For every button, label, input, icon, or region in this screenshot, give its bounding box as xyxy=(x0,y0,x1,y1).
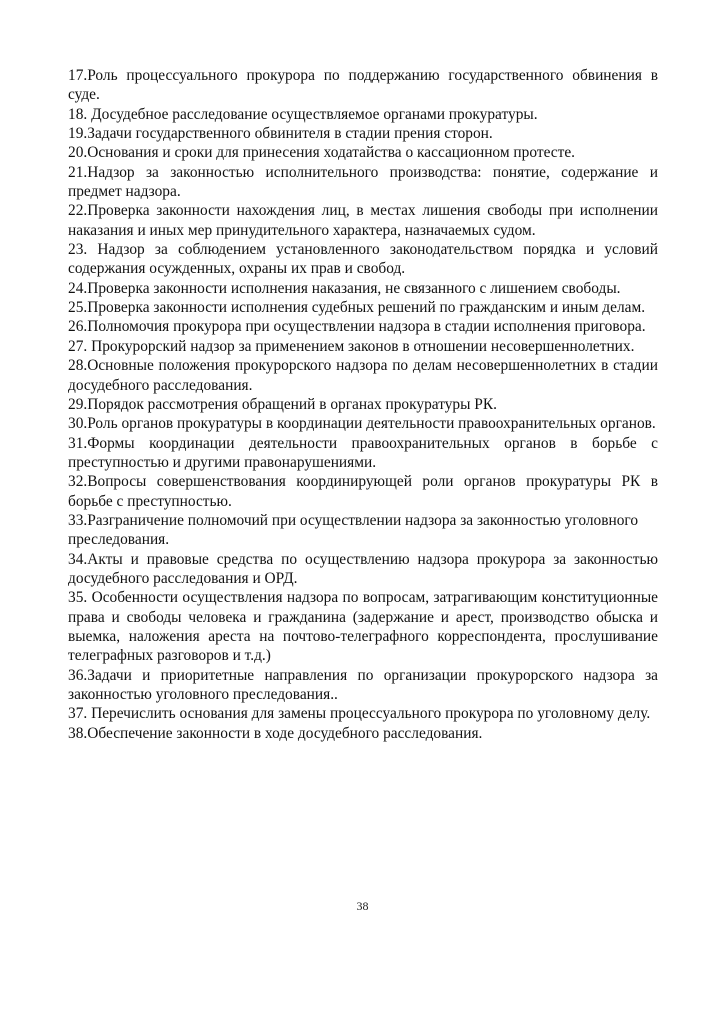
list-item-36: 36.Задачи и приоритетные направления по организации прокурорского надзора за законностью уголовного преследования.. xyxy=(68,666,658,703)
list-item-38: 38.Обеспечение законности в ходе досудебного расследования. xyxy=(68,724,483,742)
list-item-27: 27. Прокурорский надзор за применением законов в отношении несовершеннолетних. xyxy=(68,337,635,355)
list-item-32: 32.Вопросы совершенствования координирующей роли органов прокуратуры РК в борьбе с преступностью. xyxy=(68,473,658,510)
list-item-30: 30.Роль органов прокуратуры в координации деятельности правоохранительных органов. xyxy=(68,415,656,433)
list-item-37: 37. Перечислить основания для замены процессуального прокурора по уголовному делу. xyxy=(68,705,651,723)
list-item-29: 29.Порядок рассмотрения обращений в органах прокуратуры РК. xyxy=(68,395,497,413)
list-item-22: 22.Проверка законности нахождения лиц, в местах лишения свободы при исполнении наказания и иных мер принудительного характера, назначаемых судом. xyxy=(68,202,658,239)
list-item-35: 35. Особенности осуществления надзора по вопросам, затрагивающим конституционные права и свободы человека и гражданина (задержание и арест, производство обыска и выемка, наложения ареста на почтово-телеграфного корреспондента, прослушивание телеграфных разговоров и т.д.) xyxy=(68,589,658,665)
list-item-23: 23. Надзор за соблюдением установленного законодательством порядка и условий содержания осужденных, охраны их прав и свобод. xyxy=(68,241,658,278)
list-item-19: 19.Задачи государственного обвинителя в стадии прения сторон. xyxy=(68,125,493,143)
list-item-28: 28.Основные положения прокурорского надзора по делам несовершеннолетних в стадии досудебного расследования. xyxy=(68,357,658,394)
list-item-18: 18. Досудебное расследование осуществляемое органами прокуратуры. xyxy=(68,105,538,123)
list-item-20: 20.Основания и сроки для принесения ходатайства о кассационном протесте. xyxy=(68,144,576,162)
list-item-17: 17.Роль процессуального прокурора по поддержанию государственного обвинения в суде. xyxy=(68,67,658,104)
list-item-24: 24.Проверка законности исполнения наказания, не связанного с лишением свободы. xyxy=(68,279,621,297)
question-list xyxy=(68,66,658,743)
list-item-33: 33.Разграничение полномочий при осуществлении надзора за законностью уголовного преследования. xyxy=(68,511,639,549)
list-item-26: 26.Полномочия прокурора при осуществлении надзора в стадии исполнения приговора. xyxy=(68,318,646,336)
list-item-21: 21.Надзор за законностью исполнительного производства: понятие, содержание и предмет надзора. xyxy=(68,163,658,201)
page-number: 38 xyxy=(356,899,369,913)
list-item-34: 34.Акты и правовые средства по осуществлению надзора прокурора за законностью досудебного расследования и ОРД. xyxy=(68,550,658,587)
list-item-31: 31.Формы координации деятельности правоохранительных органов в борьбе с преступностью и другими правонарушениями. xyxy=(68,434,658,471)
list-item-25: 25.Проверка законности исполнения судебных решений по гражданским и иным делам. xyxy=(68,299,646,317)
